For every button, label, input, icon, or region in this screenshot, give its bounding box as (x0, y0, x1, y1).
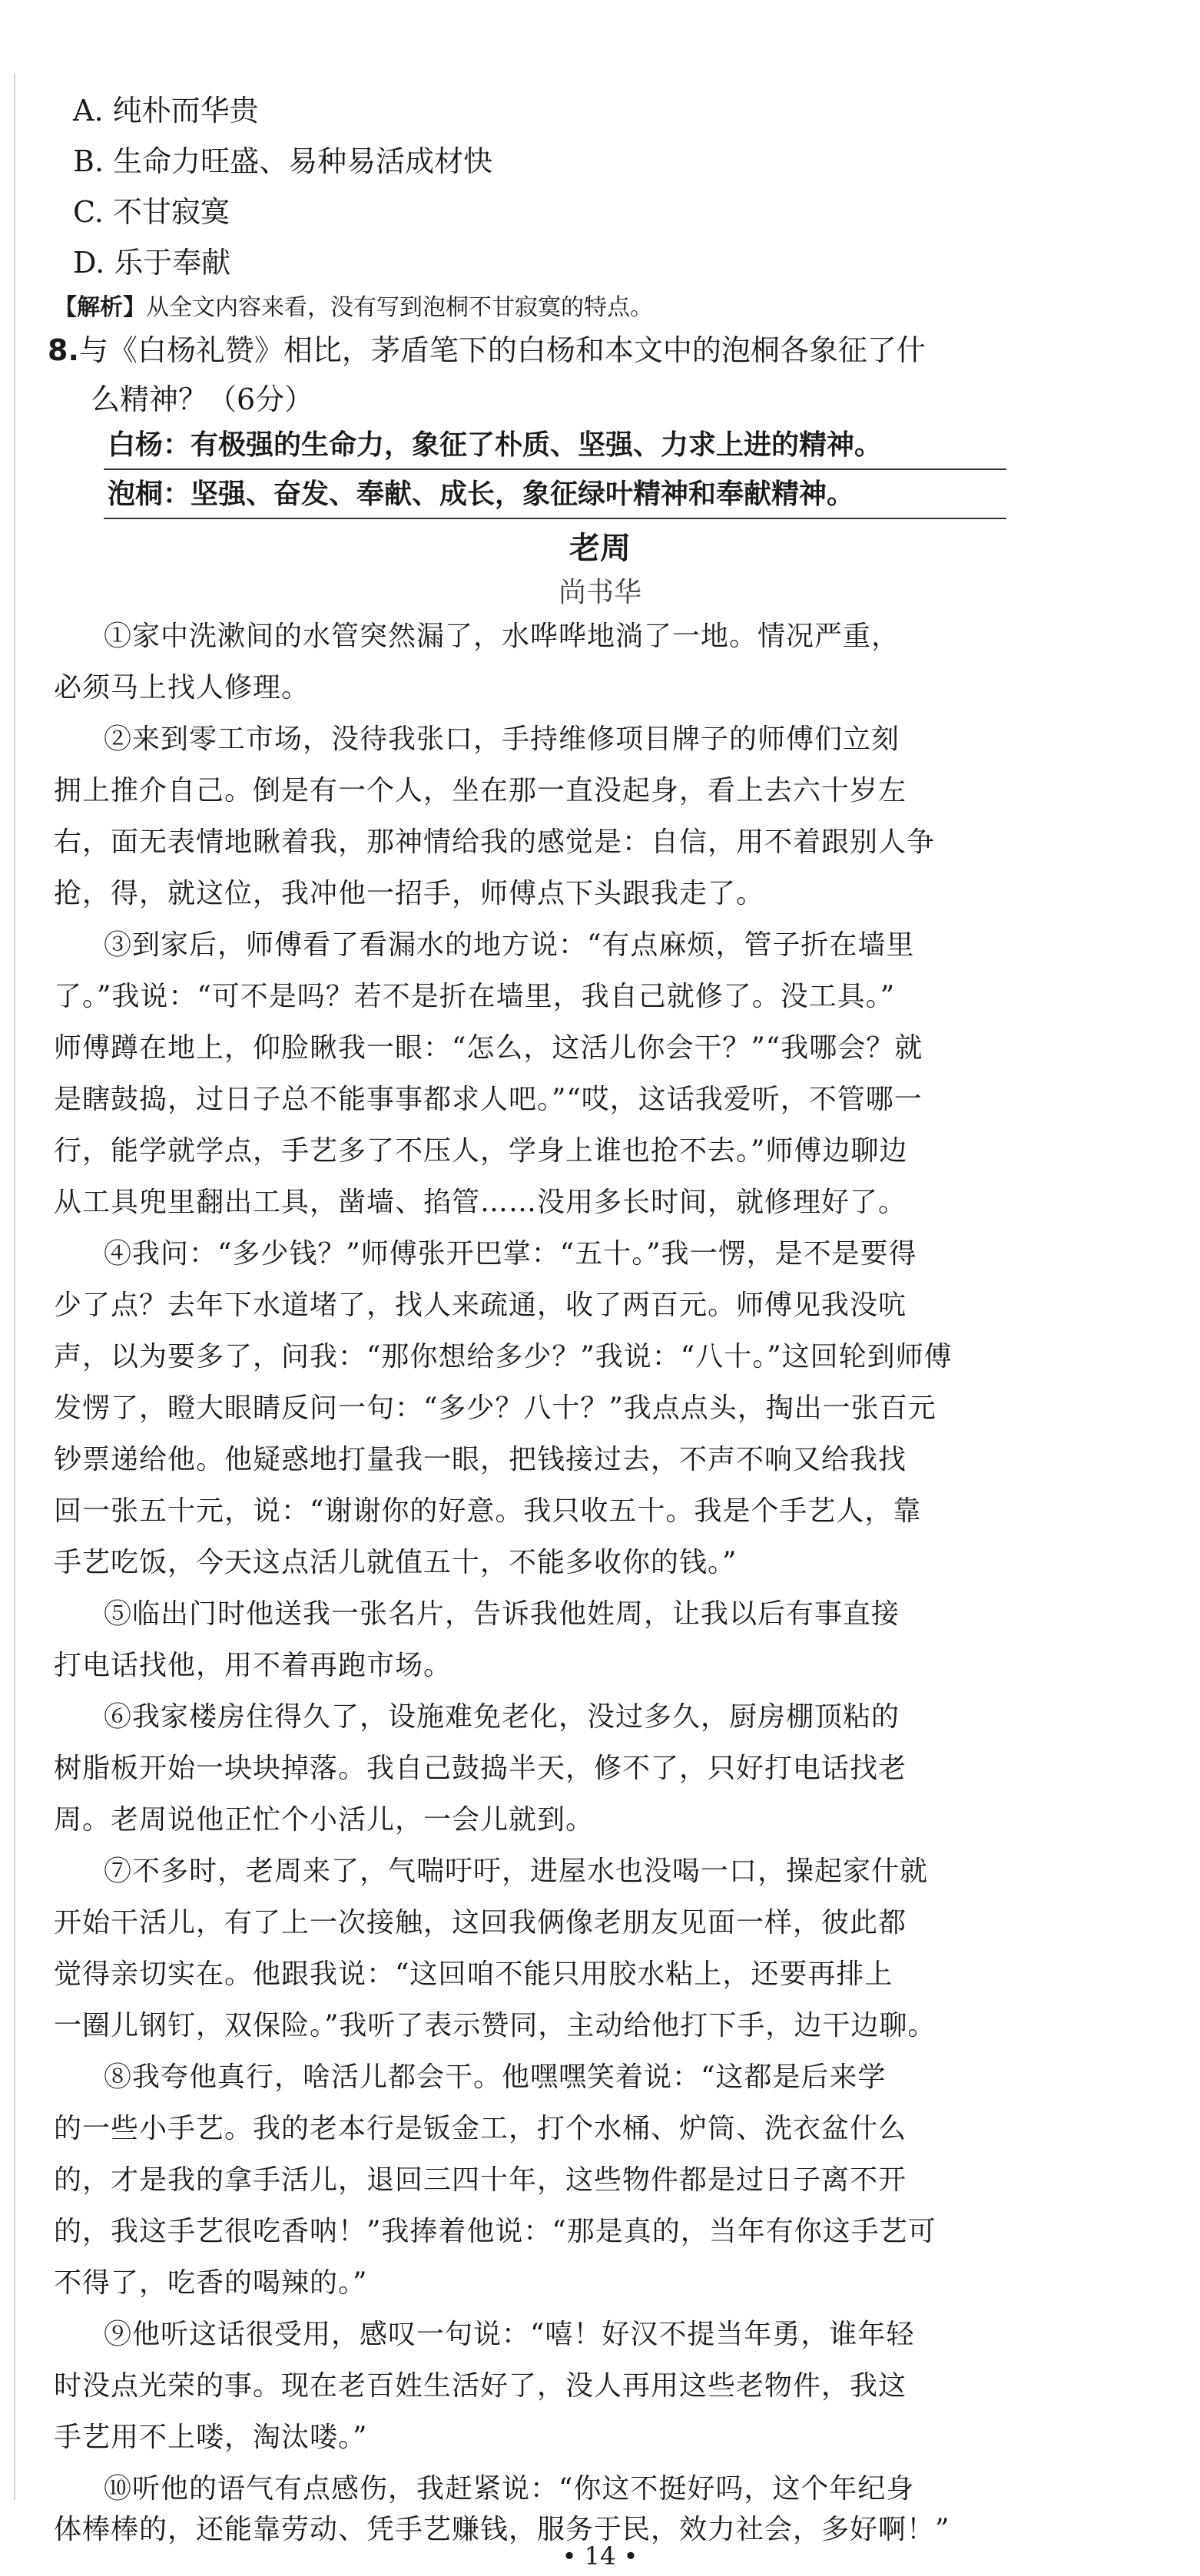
article-title: 老周 (569, 531, 631, 566)
answer-paulownia: 泡桐：坚强、奋发、奉献、成长，象征绿叶精神和奉献精神。 (108, 478, 855, 510)
question-number: 8. (48, 333, 79, 367)
article-line: 一圈儿钢钉，双保险。”我听了表示赞同，主动给他打下手，边干边聊。 (54, 2010, 936, 2041)
article-line: ①家中洗漱间的水管突然漏了，水哗哗地淌了一地。情况严重， (104, 621, 900, 652)
article-line: ⑨他听这话很受用，感叹一句说：“嘻！好汉不提当年勇，谁年轻 (104, 2319, 915, 2350)
article-line: 树脂板开始一块块掉落。我自己鼓捣半天，修不了，只好打电话找老 (54, 1753, 907, 1784)
analysis-text: 从全文内容来看，没有写到泡桐不甘寂寞的特点。 (146, 294, 653, 321)
article-line: ③到家后，师傅看了看漏水的地方说：“有点麻烦，管子折在墙里 (104, 929, 915, 961)
article-line: 回一张五十元，说：“谢谢你的好意。我只收五十。我是个手艺人，靠 (54, 1495, 922, 1527)
question-line-1: 与《白杨礼赞》相比，茅盾笔下的白杨和本文中的泡桐各象征了什 (78, 333, 926, 367)
article-line: 的，才是我的拿手活儿，退回三四十年，这些物件都是过日子离不开 (54, 2164, 907, 2196)
analysis-label: 【解析】 (54, 294, 146, 321)
article-line: 开始干活儿，有了上一次接触，这回我俩像老朋友见面一样，彼此都 (54, 1907, 907, 1939)
article-line: 体棒棒的，还能靠劳动、凭手艺赚钱，服务于民，效力社会，多好啊！” (54, 2514, 950, 2545)
option-d: D. 乐于奉献 (73, 246, 231, 280)
article-line: ⑥我家楼房住得久了，设施难免老化，没过多久，厨房棚顶粘的 (104, 1701, 900, 1733)
article-line: 了。”我说：“可不是吗？若不是折在墙里，我自己就修了。没工具。” (54, 981, 896, 1012)
article-line: 觉得亲切实在。他跟我说：“这回咱不能只用胶水粘上，还要再排上 (54, 1958, 893, 1990)
article-line: ⑩听他的语气有点感伤，我赶紧说：“你这不挺好吗，这个年纪身 (104, 2473, 915, 2505)
article-line: ④我问：“多少钱？”师傅张开巴掌：“五十。”我一愣，是不是要得 (104, 1238, 917, 1270)
question-8 (48, 332, 926, 369)
option-b: B. 生命力旺盛、易种易活成材快 (73, 144, 493, 178)
article-author: 尚书华 (558, 577, 641, 608)
article-line: 手艺吃饭，今天这点活儿就值五十，不能多收你的钱。” (54, 1547, 738, 1578)
article-line: 手艺用不上喽，淘汰喽。” (54, 2422, 368, 2453)
article-line: ②来到零工市场，没待我张口，手持维修项目牌子的师傅们立刻 (104, 723, 900, 755)
article-line: 师傅蹲在地上，仰脸瞅我一眼：“怎么，这活儿你会干？”“我哪会？就 (54, 1032, 923, 1064)
article-line: 不得了，吃香的喝辣的。” (54, 2267, 368, 2299)
article-line: ⑧我夸他真行，啥活儿都会干。他嘿嘿笑着说：“这都是后来学 (104, 2061, 887, 2093)
article-line: 打电话找他，用不着再跑市场。 (54, 1650, 452, 1681)
article-line: 少了点？去年下水道堵了，找人来疏通，收了两百元。师傅见我没吭 (54, 1290, 907, 1321)
article-line: 抢，得，就这位，我冲他一招手，师傅点下头跟我走了。 (54, 878, 765, 909)
article-line: ⑦不多时，老周来了，气喘吁吁，进屋水也没喝一口，操起家什就 (104, 1856, 929, 1887)
article-line: 从工具兜里翻出工具，凿墙、掐管……没用多长时间，就修理好了。 (54, 1187, 907, 1218)
option-c: C. 不甘寂寞 (73, 195, 230, 229)
page-number: • 14 • (562, 2541, 638, 2571)
article-line: 行，能学就学点，手艺多了不压人，学身上谁也抢不去。”师傅边聊边 (54, 1135, 908, 1167)
article-line: 拥上推介自己。倒是有一个人，坐在那一直没起身，看上去六十岁左 (54, 775, 907, 806)
article-line: 必须马上找人修理。 (54, 672, 310, 704)
article-line: 是瞎鼓捣，过日子总不能事事都求人吧。”“哎，这话我爱听，不管哪一 (54, 1084, 923, 1115)
article-line: 钞票递给他。他疑惑地打量我一眼，把钱接过去，不声不响又给我找 (54, 1444, 907, 1475)
article-line: 时没点光荣的事。现在老百姓生活好了，没人再用这些老物件，我这 (54, 2370, 907, 2402)
answer-poplar: 白杨：有极强的生命力，象征了朴质、坚强、力求上进的精神。 (108, 429, 883, 461)
answer-rule-2 (104, 518, 1006, 519)
left-margin-rule (14, 73, 15, 2500)
article-line: ⑤临出门时他送我一张名片，告诉我他姓周，让我以后有事直接 (104, 1598, 900, 1630)
analysis-note (54, 290, 653, 326)
article-line: 周。老周说他正忙个小活儿，一会儿就到。 (54, 1804, 595, 1836)
article-line: 的，我这手艺很吃香呐！”我捧着他说：“那是真的，当年有你这手艺可 (54, 2216, 936, 2247)
option-a: A. 纯朴而华贵 (73, 94, 259, 127)
article-line: 声，以为要多了，问我：“那你想给多少？”我说：“八十。”这回轮到师傅 (54, 1341, 953, 1372)
article-line: 右，面无表情地瞅着我，那神情给我的感觉是：自信，用不着跟别人争 (54, 826, 936, 858)
article-line: 发愣了，瞪大眼睛反问一句：“多少？八十？”我点点头，掏出一张百元 (54, 1392, 936, 1424)
answer-rule-1 (104, 469, 1006, 470)
article-line: 的一些小手艺。我的老本行是钣金工，打个水桶、炉筒、洗衣盆什么 (54, 2113, 907, 2144)
question-line-2: 么精神？（6分） (91, 382, 314, 416)
